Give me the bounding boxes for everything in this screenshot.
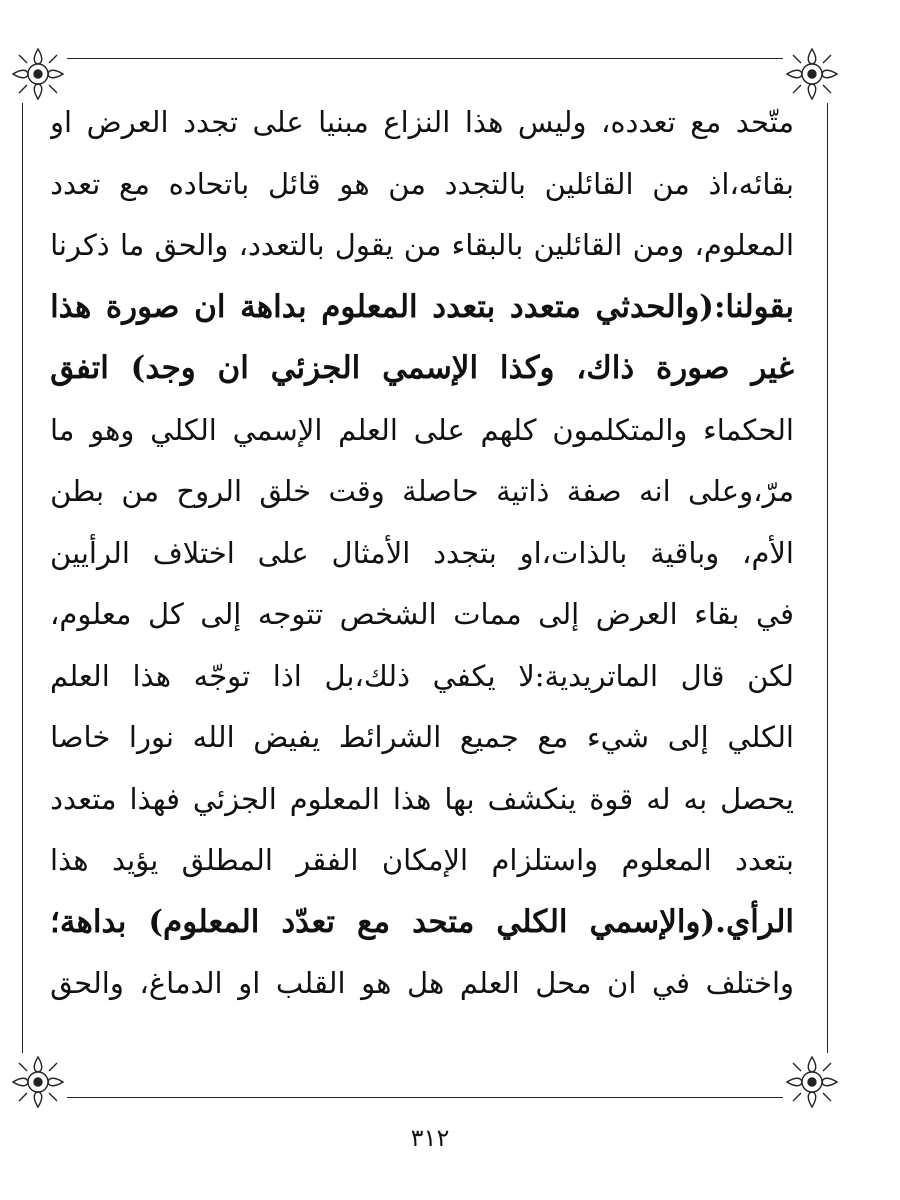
text-line: الحكماء والمتكلمون كلهم على العلم الإسمي الكلي وهو ما — [50, 412, 794, 447]
text-line-bold: غير صورة ذاك، وكذا الإسمي الجزئي ان وجد) اتفق — [50, 350, 794, 386]
text-line-bold: بقولنا:(والحدثي متعدد بتعدد المعلوم بداهة ان صورة هذا — [50, 288, 794, 325]
text-line: بتعدد المعلوم واستلزام الإمكان الفقر المطلق يؤيد هذا — [50, 843, 794, 877]
body-text — [50, 92, 794, 1015]
text-line-bold: الرأي.(والإسمي الكلي متحد مع تعدّد المعلوم) بداهة؛ — [50, 903, 794, 940]
page-number: ٣١٢ — [410, 1124, 450, 1152]
text-line: بقائه،اذ من القائلين بالتجدد من هو قائل باتحاده مع تعدد — [50, 166, 794, 201]
text-line: المعلوم، ومن القائلين بالبقاء من يقول بالتعدد، والحق ما ذكرنا — [50, 228, 794, 262]
text-line: الأم، وباقية بالذات،او بتجدد الأمثال على اختلاف الرأيين — [50, 535, 794, 570]
text-line: متّحد مع تعدده، وليس هذا النزاع مبنيا على تجدد العرض او — [50, 105, 794, 139]
text-line: الكلي إلى شيء مع جميع الشرائط يفيض الله نورا خاصا — [50, 720, 794, 754]
corner-ornament-bottom-right — [783, 1053, 841, 1111]
text-line: لكن قال الماتريدية:لا يكفي ذلك،بل اذا توجّه هذا العلم — [50, 658, 794, 693]
text-line: يحصل به له قوة ينكشف بها هذا المعلوم الجزئي فهذا متعدد — [50, 781, 794, 816]
text-line: مرّ،وعلى انه صفة ذاتية حاصلة وقت خلق الروح من بطن — [50, 474, 794, 508]
text-line: في بقاء العرض إلى ممات الشخص تتوجه إلى كل معلوم، — [50, 597, 794, 631]
text-line: واختلف في ان محل العلم هل هو القلب او الدماغ، والحق — [50, 966, 794, 1000]
corner-ornament-bottom-left — [9, 1053, 67, 1111]
